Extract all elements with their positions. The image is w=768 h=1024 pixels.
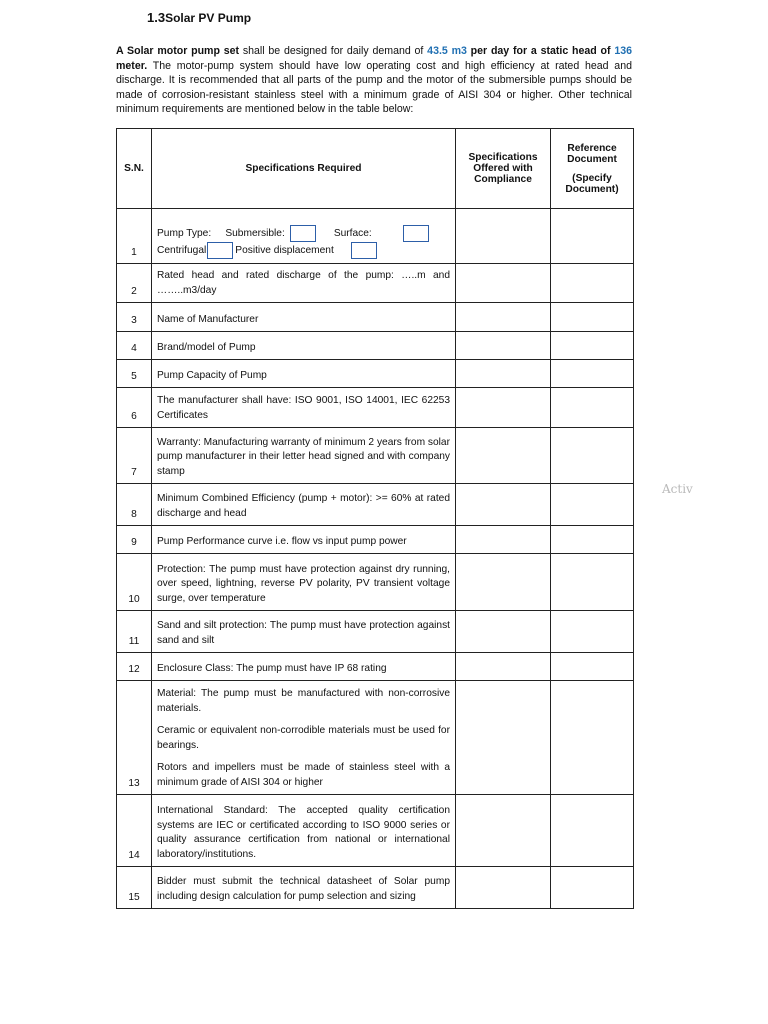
positive-displacement-checkbox[interactable] — [351, 242, 377, 259]
reference-cell[interactable] — [551, 484, 634, 526]
intro-text-4: The motor-pump system should have low operating cost and high efficiency at rated head and discharge. It is recommended that all parts of the pump and the motor of the submersible pumps should be made of corrosion-resistant stainless steel with a minimum grade of AISI 304 or higher. Other technical minimum requirements are mentioned below in the table below: — [116, 59, 632, 115]
section-heading — [147, 10, 251, 25]
spec-text: Enclosure Class: The pump must have IP 68 rating — [152, 653, 456, 681]
reference-cell[interactable] — [551, 264, 634, 303]
row-number: 8 — [117, 484, 152, 526]
centrifugal-checkbox[interactable] — [207, 242, 233, 259]
table-row — [117, 681, 634, 795]
reference-cell[interactable] — [551, 795, 634, 867]
offered-cell[interactable] — [456, 554, 551, 611]
reference-cell[interactable] — [551, 681, 634, 795]
reference-cell[interactable] — [551, 303, 634, 332]
table-row — [117, 611, 634, 653]
row-number: 2 — [117, 264, 152, 303]
offered-cell[interactable] — [456, 867, 551, 909]
spec-text: Pump Capacity of Pump — [152, 360, 456, 388]
specification-table — [116, 128, 634, 909]
table-row — [117, 526, 634, 554]
reference-cell[interactable] — [551, 526, 634, 554]
intro-text-3: meter. — [116, 59, 148, 72]
offered-cell[interactable] — [456, 209, 551, 264]
header-reference-document — [551, 129, 634, 209]
header-specifications-required: Specifications Required — [152, 129, 456, 209]
table-row — [117, 484, 634, 526]
offered-cell[interactable] — [456, 681, 551, 795]
table-row — [117, 360, 634, 388]
row-number: 7 — [117, 428, 152, 484]
spec-text: Minimum Combined Efficiency (pump + motor): >= 60% at rated discharge and head — [152, 484, 456, 526]
table-row — [117, 428, 634, 484]
section-number: 1.3 — [147, 10, 166, 25]
rotor-text: Rotors and impellers must be made of stainless steel with a minimum grade of AISI 304 or higher — [157, 762, 450, 788]
spec-text — [152, 681, 456, 795]
header-specifications-offered: Specifications Offered with Compliance — [456, 129, 551, 209]
table-header-row — [117, 129, 634, 209]
table-row — [117, 264, 634, 303]
spec-text: Protection: The pump must have protection against dry running, over speed, lightning, reverse PV polarity, PV transient voltage surge, over temperature — [152, 554, 456, 611]
offered-cell[interactable] — [456, 484, 551, 526]
centrifugal-label: Centrifugal — [157, 245, 207, 257]
row-number: 5 — [117, 360, 152, 388]
row-number: 10 — [117, 554, 152, 611]
spec-text: International Standard: The accepted quality certification systems are IEC or certificated according to ISO 9000 series or quality assurance certification from national or international laboratory/institutions. — [152, 795, 456, 867]
table-row — [117, 554, 634, 611]
offered-cell[interactable] — [456, 303, 551, 332]
pump-type-label: Pump Type: — [157, 228, 212, 240]
header-sn: S.N. — [117, 129, 152, 209]
row-number: 3 — [117, 303, 152, 332]
table-row — [117, 867, 634, 909]
spec-text: Pump Performance curve i.e. flow vs input pump power — [152, 526, 456, 554]
table-row — [117, 653, 634, 681]
spec-text: Warranty: Manufacturing warranty of minimum 2 years from solar pump manufacturer in their letter head signed and with company stamp — [152, 428, 456, 484]
submersible-label: Submersible: — [225, 228, 285, 240]
static-head-value: 136 — [614, 45, 633, 57]
row-number: 12 — [117, 653, 152, 681]
reference-cell[interactable] — [551, 611, 634, 653]
row-number: 9 — [117, 526, 152, 554]
spec-text: Brand/model of Pump — [152, 332, 456, 360]
reference-cell[interactable] — [551, 428, 634, 484]
table-row — [117, 795, 634, 867]
surface-label: Surface: — [333, 228, 372, 240]
reference-cell[interactable] — [551, 209, 634, 264]
row-number: 6 — [117, 388, 152, 428]
reference-cell[interactable] — [551, 653, 634, 681]
reference-cell[interactable] — [551, 554, 634, 611]
offered-cell[interactable] — [456, 611, 551, 653]
section-title: Solar PV Pump — [165, 11, 252, 25]
surface-checkbox[interactable] — [403, 225, 429, 242]
offered-cell[interactable] — [456, 332, 551, 360]
table-row — [117, 332, 634, 360]
table-row — [117, 209, 634, 264]
offered-cell[interactable] — [456, 653, 551, 681]
offered-cell[interactable] — [456, 360, 551, 388]
spec-text: Sand and silt protection: The pump must have protection against sand and silt — [152, 611, 456, 653]
spec-text: Name of Manufacturer — [152, 303, 456, 332]
row-number: 11 — [117, 611, 152, 653]
offered-cell[interactable] — [456, 526, 551, 554]
pump-type-cell — [152, 209, 456, 264]
intro-paragraph — [116, 44, 632, 117]
spec-text: The manufacturer shall have: ISO 9001, ISO 14001, IEC 62253 Certificates — [152, 388, 456, 428]
reference-cell[interactable] — [551, 360, 634, 388]
material-text: Material: The pump must be manufactured with non-corrosive materials. — [157, 688, 450, 714]
table-row — [117, 303, 634, 332]
intro-lead: A Solar motor pump set — [116, 45, 240, 57]
row-number: 15 — [117, 867, 152, 909]
header-reference-sub: (Specify Document) — [565, 172, 619, 195]
spec-text: Rated head and rated discharge of the pump: …..m and ……..m3/day — [152, 264, 456, 303]
row-number: 1 — [117, 209, 152, 264]
offered-cell[interactable] — [456, 388, 551, 428]
submersible-checkbox[interactable] — [290, 225, 316, 242]
bearing-text: Ceramic or equivalent non-corrodible materials must be used for bearings. — [157, 725, 450, 751]
offered-cell[interactable] — [456, 264, 551, 303]
reference-cell[interactable] — [551, 388, 634, 428]
offered-cell[interactable] — [456, 795, 551, 867]
row-number: 4 — [117, 332, 152, 360]
daily-demand-value: 43.5 m3 — [427, 45, 467, 57]
intro-text-1: shall be designed for daily demand of — [239, 45, 428, 57]
header-reference-label: Reference Document — [567, 142, 617, 165]
intro-text-2: per day for a static head of — [466, 45, 615, 57]
offered-cell[interactable] — [456, 428, 551, 484]
reference-cell[interactable] — [551, 867, 634, 909]
row-number: 14 — [117, 795, 152, 867]
reference-cell[interactable] — [551, 332, 634, 360]
positive-displacement-label: Positive displacement — [235, 245, 334, 257]
row-number: 13 — [117, 681, 152, 795]
spec-text: Bidder must submit the technical datasheet of Solar pump including design calculation for pump selection and sizing — [152, 867, 456, 909]
activate-watermark: Activ — [662, 482, 693, 496]
table-row — [117, 388, 634, 428]
